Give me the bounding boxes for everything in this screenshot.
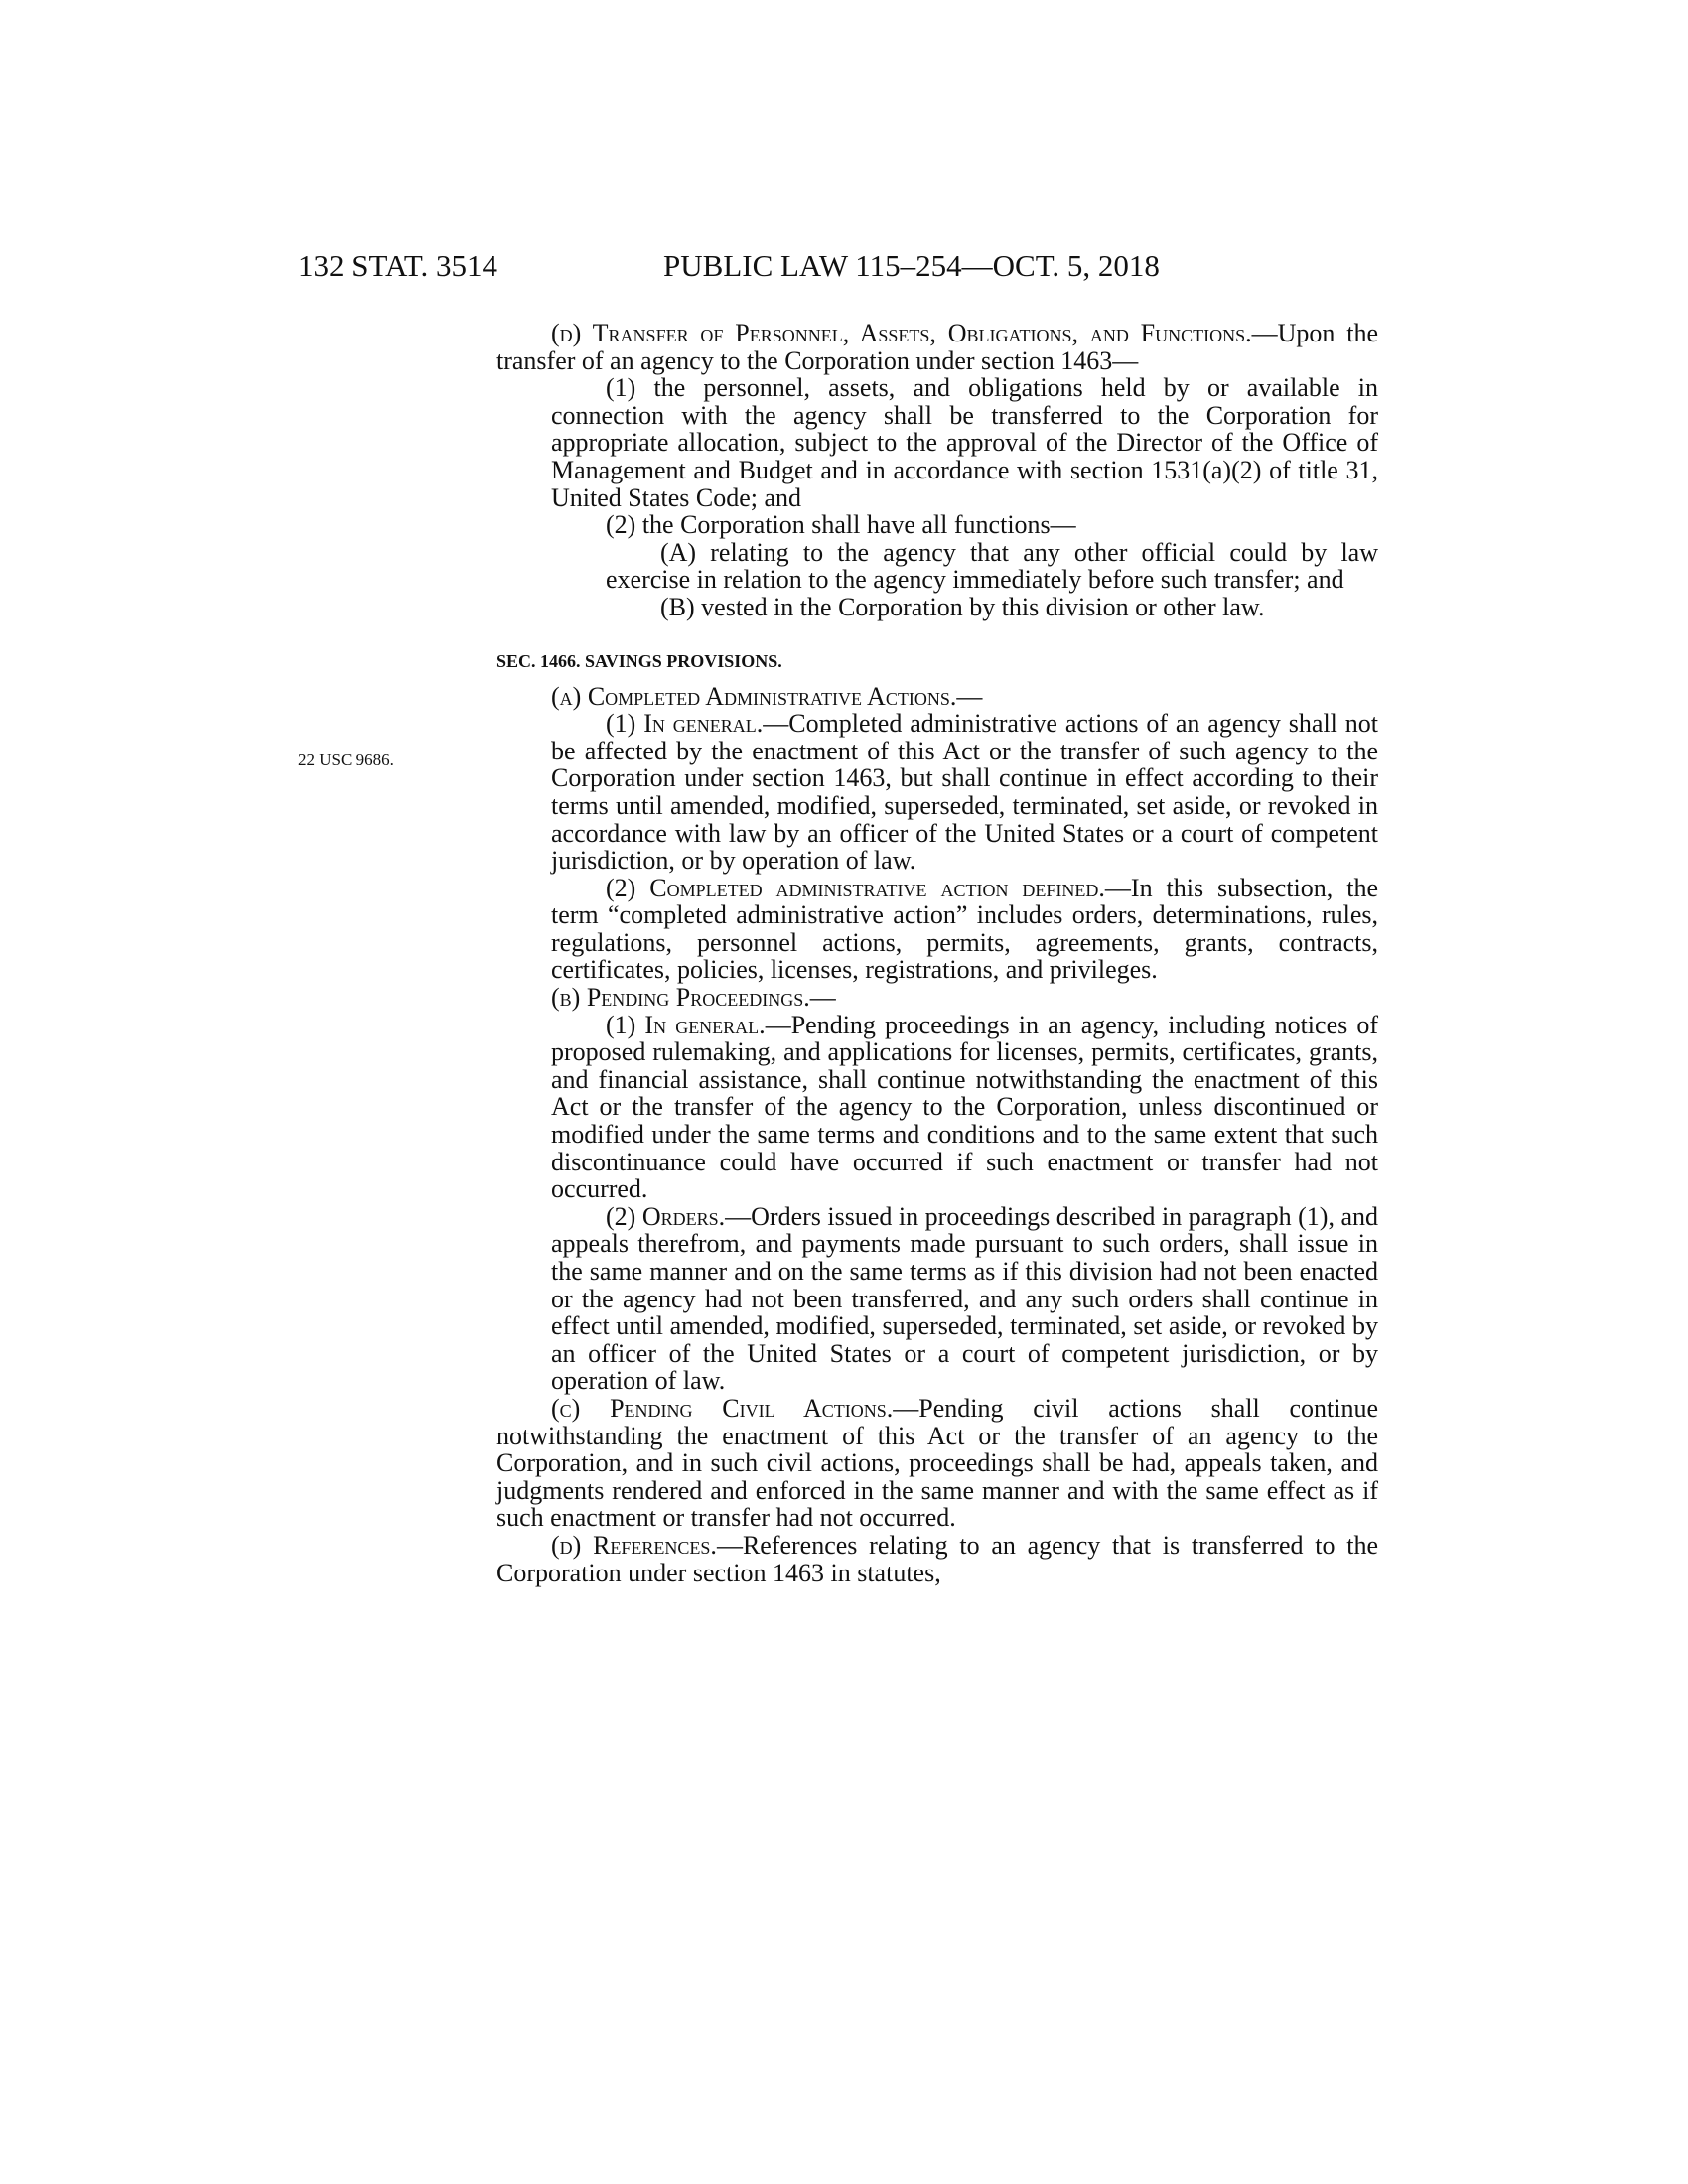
subsection-heading: (b) Pending Proceedings. <box>551 983 810 1013</box>
paragraph-text: —Completed administrative actions of an agency shall not be affected by the enactment of this Act or the transfer of such agency to the Corporation under section 1463, but shall continue in effect according to their terms until amended, modified, superseded, terminated, set aside, or revoked in accordance with law by an officer of the United States or a court of competent jurisdiction, or by operation of law. <box>551 709 1379 876</box>
paragraph-heading: (1) In general. <box>606 1010 766 1039</box>
paragraph-a2 <box>551 875 1378 984</box>
statute-page-number: 132 STAT. 3514 <box>298 248 498 283</box>
paragraph-heading: (1) In general. <box>606 709 764 739</box>
paragraph-heading: (2) Orders. <box>606 1201 726 1231</box>
subsection-b <box>496 984 1378 1012</box>
paragraph-text: —In this subsection, the term “completed administrative action” includes orders, determinations, rules, regulations, personnel actions, permits, agreements, grants, contracts, certificates, policies, licenses, registrations, and privileges. <box>551 873 1378 985</box>
subsection-c <box>496 1395 1378 1532</box>
subsection-text: — <box>809 983 836 1013</box>
paragraph-b1 <box>551 1012 1378 1203</box>
document-body <box>496 320 1378 1586</box>
paragraph-text: —Pending proceedings in an agency, including notices of proposed rulemaking, and applications for licenses, permits, certificates, grants, and financial assistance, shall continue notwithstanding the enactment of this Act or the transfer of the agency to the Corporation, unless discontinued or modified under the same terms and conditions and to the same extent that such discontinuance could have occurred if such enactment or transfer had not occurred. <box>551 1010 1378 1204</box>
subsection-text: —Upon the transfer of an agency to the Corporation under section 1463— <box>496 319 1378 375</box>
subsection-heading: (d) Transfer of Personnel, Assets, Obligations, and Functions. <box>551 319 1252 347</box>
section-heading: SEC. 1466. SAVINGS PROVISIONS. <box>496 650 782 671</box>
paragraph-b2 <box>551 1203 1378 1395</box>
subsection-a <box>496 683 1378 711</box>
paragraph-a1 <box>551 710 1378 875</box>
subsection-text: —References relating to an agency that is transferred to the Corporation under section 1463 in statutes, <box>496 1530 1378 1587</box>
subsection-d-references <box>496 1532 1378 1586</box>
usc-margin-note: 22 USC 9686. <box>298 751 394 769</box>
paragraph-d2: (2) the Corporation shall have all functions— <box>606 510 1076 540</box>
subsection-text: —Pending civil actions shall continue notwithstanding the enactment of this Act or the transfer of an agency to the Corporation, and in such civil actions, proceedings shall be had, appeals taken, and judgments rendered and enforced in the same manner and with the same effect as if such enactment or transfer had not occurred. <box>496 1393 1379 1533</box>
subsection-heading: (a) Completed Administrative Actions. <box>551 681 957 711</box>
subsection-heading: (d) References. <box>551 1530 717 1560</box>
page-header <box>298 244 1370 288</box>
paragraph-heading: (2) Completed administrative action defined. <box>606 873 1105 902</box>
subparagraph-d2A: (A) relating to the agency that any other official could by law exercise in relation to the agency immediately before such transfer; and <box>606 537 1378 595</box>
public-law-title: PUBLIC LAW 115–254—OCT. 5, 2018 <box>663 248 1160 283</box>
paragraph-text: —Orders issued in proceedings described in paragraph (1), and appeals therefrom, and payments made pursuant to such orders, shall issue in the same manner and on the same terms as if this division had not been enacted or the agency had not been transferred, and any such orders shall continue in effect until amended, modified, superseded, terminated, set aside, or revoked by an officer of the United States or a court of competent jurisdiction, or by operation of law. <box>551 1201 1379 1396</box>
subsection-d-transfer <box>496 320 1378 374</box>
paragraph-d1: (1) the personnel, assets, and obligations held by or available in connection with the agency shall be transferred to the Corporation for appropriate allocation, subject to the approval of the Director of the Office of Management and Budget and in accordance with section 1531(a)(2) of title 31, United States Code; and <box>551 373 1378 512</box>
subsection-text: — <box>956 681 983 711</box>
subsection-heading: (c) Pending Civil Actions. <box>551 1393 894 1423</box>
subparagraph-d2B: (B) vested in the Corporation by this division or other law. <box>660 592 1265 621</box>
